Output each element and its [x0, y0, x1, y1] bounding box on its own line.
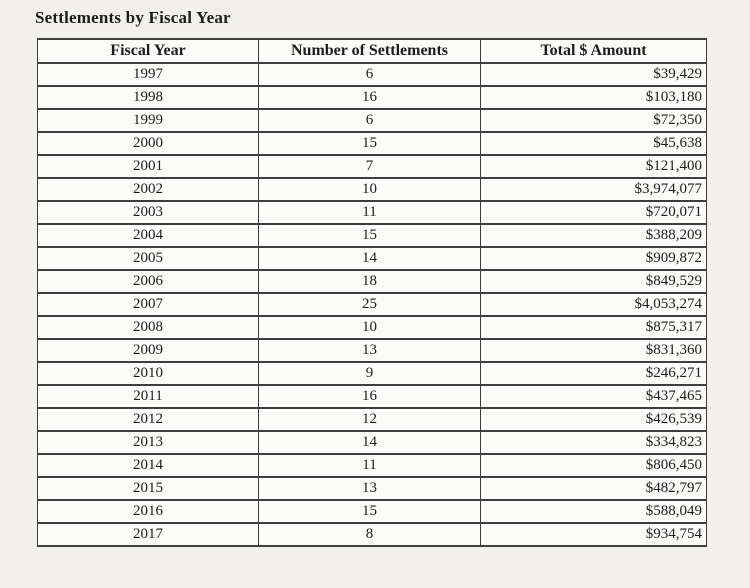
- table-row: [38, 454, 707, 477]
- total-amount-cell: $3,974,077: [481, 178, 707, 201]
- total-amount-cell: $426,539: [481, 408, 707, 431]
- table-row: [38, 201, 707, 224]
- table-header: [38, 39, 707, 63]
- settlement-count-cell: 15: [259, 500, 481, 523]
- table-row: [38, 523, 707, 546]
- settlement-count-cell: 14: [259, 247, 481, 270]
- settlement-count-cell: 16: [259, 385, 481, 408]
- table-row: [38, 109, 707, 132]
- total-amount-cell: $103,180: [481, 86, 707, 109]
- table-row: [38, 477, 707, 500]
- table-row: [38, 431, 707, 454]
- settlement-count-cell: 14: [259, 431, 481, 454]
- total-amount-cell: $482,797: [481, 477, 707, 500]
- fiscal-year-cell: 2017: [38, 523, 259, 546]
- table-row: [38, 385, 707, 408]
- table-row: [38, 270, 707, 293]
- table-row: [38, 408, 707, 431]
- total-amount-cell: $875,317: [481, 316, 707, 339]
- column-header-total-amount: Total $ Amount: [481, 39, 707, 63]
- table-row: [38, 63, 707, 86]
- settlement-count-cell: 11: [259, 454, 481, 477]
- fiscal-year-cell: 2005: [38, 247, 259, 270]
- total-amount-cell: $831,360: [481, 339, 707, 362]
- fiscal-year-cell: 2000: [38, 132, 259, 155]
- settlement-count-cell: 12: [259, 408, 481, 431]
- settlement-count-cell: 6: [259, 63, 481, 86]
- total-amount-cell: $437,465: [481, 385, 707, 408]
- fiscal-year-cell: 2003: [38, 201, 259, 224]
- settlement-count-cell: 13: [259, 339, 481, 362]
- fiscal-year-cell: 2004: [38, 224, 259, 247]
- fiscal-year-cell: 2014: [38, 454, 259, 477]
- total-amount-cell: $39,429: [481, 63, 707, 86]
- table-row: [38, 362, 707, 385]
- settlement-count-cell: 18: [259, 270, 481, 293]
- table-row: [38, 500, 707, 523]
- total-amount-cell: $334,823: [481, 431, 707, 454]
- settlements-table: [37, 38, 707, 547]
- settlement-count-cell: 15: [259, 224, 481, 247]
- fiscal-year-cell: 2013: [38, 431, 259, 454]
- total-amount-cell: $588,049: [481, 500, 707, 523]
- fiscal-year-cell: 2001: [38, 155, 259, 178]
- total-amount-cell: $806,450: [481, 454, 707, 477]
- total-amount-cell: $4,053,274: [481, 293, 707, 316]
- column-header-fiscal-year: Fiscal Year: [38, 39, 259, 63]
- fiscal-year-cell: 2016: [38, 500, 259, 523]
- table-row: [38, 86, 707, 109]
- fiscal-year-cell: 2009: [38, 339, 259, 362]
- fiscal-year-cell: 2012: [38, 408, 259, 431]
- fiscal-year-cell: 1999: [38, 109, 259, 132]
- table-body: [38, 63, 707, 546]
- fiscal-year-cell: 2010: [38, 362, 259, 385]
- table-row: [38, 316, 707, 339]
- table-row: [38, 293, 707, 316]
- fiscal-year-cell: 2015: [38, 477, 259, 500]
- settlement-count-cell: 16: [259, 86, 481, 109]
- fiscal-year-cell: 2002: [38, 178, 259, 201]
- total-amount-cell: $45,638: [481, 132, 707, 155]
- total-amount-cell: $72,350: [481, 109, 707, 132]
- settlement-count-cell: 13: [259, 477, 481, 500]
- settlement-count-cell: 10: [259, 316, 481, 339]
- fiscal-year-cell: 2006: [38, 270, 259, 293]
- table-row: [38, 132, 707, 155]
- fiscal-year-cell: 2007: [38, 293, 259, 316]
- table-row: [38, 247, 707, 270]
- fiscal-year-cell: 1997: [38, 63, 259, 86]
- settlement-count-cell: 9: [259, 362, 481, 385]
- settlement-count-cell: 7: [259, 155, 481, 178]
- settlement-count-cell: 6: [259, 109, 481, 132]
- table-row: [38, 224, 707, 247]
- total-amount-cell: $388,209: [481, 224, 707, 247]
- total-amount-cell: $934,754: [481, 523, 707, 546]
- fiscal-year-cell: 2008: [38, 316, 259, 339]
- total-amount-cell: $720,071: [481, 201, 707, 224]
- total-amount-cell: $246,271: [481, 362, 707, 385]
- table-row: [38, 178, 707, 201]
- settlement-count-cell: 25: [259, 293, 481, 316]
- settlement-count-cell: 15: [259, 132, 481, 155]
- table-row: [38, 155, 707, 178]
- total-amount-cell: $849,529: [481, 270, 707, 293]
- settlement-count-cell: 10: [259, 178, 481, 201]
- table-row: [38, 339, 707, 362]
- total-amount-cell: $909,872: [481, 247, 707, 270]
- column-header-number-of-settlements: Number of Settlements: [259, 39, 481, 63]
- page-title: Settlements by Fiscal Year: [35, 8, 231, 27]
- header-row: [38, 39, 707, 63]
- settlement-count-cell: 11: [259, 201, 481, 224]
- fiscal-year-cell: 2011: [38, 385, 259, 408]
- settlement-count-cell: 8: [259, 523, 481, 546]
- total-amount-cell: $121,400: [481, 155, 707, 178]
- fiscal-year-cell: 1998: [38, 86, 259, 109]
